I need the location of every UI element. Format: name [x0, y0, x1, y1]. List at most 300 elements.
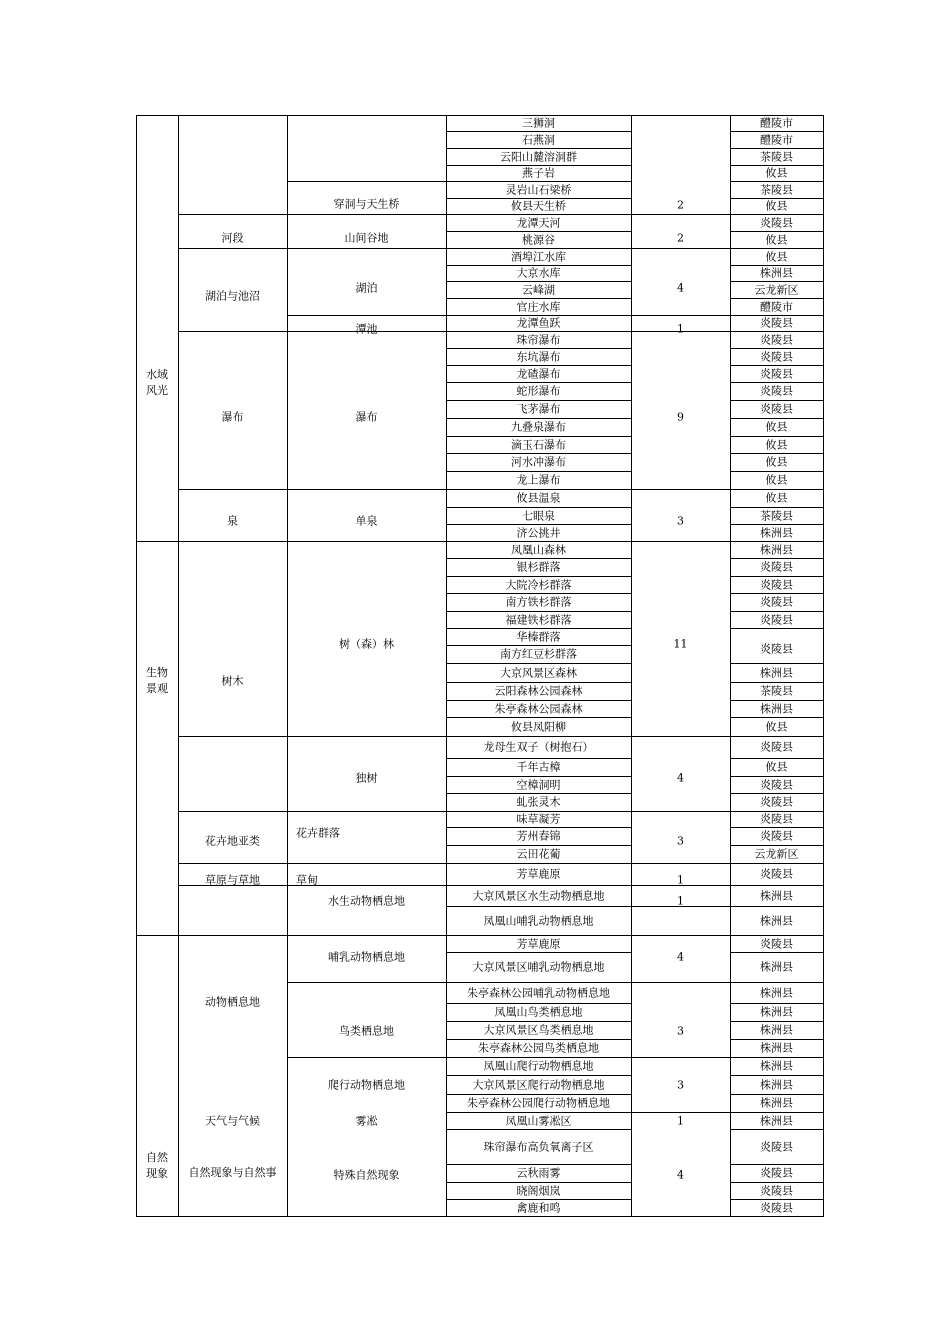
row-divider: [178, 811, 288, 812]
row-divider: [631, 811, 731, 812]
row-divider: [287, 541, 447, 542]
main-type-natural-phenomena: 自然现象: [146, 1151, 168, 1180]
basic-type-cell: 单泉: [355, 514, 378, 528]
name-cell: 云阳山麓溶洞群: [500, 150, 577, 163]
row-divider: [446, 298, 632, 299]
location-cell: 茶陵县: [760, 183, 793, 196]
name-cell: 云阳森林公园森林: [494, 684, 583, 698]
name-cell: 朱亭森林公园哺乳动物栖息地: [467, 986, 610, 999]
row-divider: [136, 115, 824, 116]
row-divider: [730, 471, 824, 472]
row-divider: [178, 736, 288, 737]
name-cell: 千年古樟: [516, 760, 561, 774]
basic-type-cell: 哺乳动物栖息地: [328, 950, 405, 964]
location-cell: 炎陵县: [760, 216, 793, 229]
location-cell: 炎陵县: [760, 384, 793, 398]
row-divider: [730, 436, 824, 437]
location-cell: 株洲县: [760, 543, 793, 556]
row-divider: [730, 827, 824, 828]
name-cell: 攸县天生桥: [511, 199, 566, 213]
row-divider: [446, 400, 632, 401]
basic-type-cell: 花卉群落: [296, 826, 340, 840]
row-divider: [287, 863, 447, 864]
row-divider: [446, 131, 632, 132]
location-cell: 茶陵县: [760, 509, 793, 522]
row-divider: [178, 214, 288, 215]
row-divider: [446, 231, 632, 232]
row-divider: [446, 793, 632, 794]
row-divider: [446, 682, 632, 683]
row-divider: [631, 248, 731, 249]
row-divider: [446, 365, 632, 366]
location-cell: 株洲县: [760, 526, 793, 539]
row-divider: [287, 1057, 447, 1058]
row-divider: [730, 576, 824, 577]
location-cell: 攸县: [765, 455, 788, 469]
row-divider: [446, 663, 632, 664]
name-cell: 七眼泉: [522, 509, 555, 522]
name-cell: 珠帘瀑布高负氧离子区: [483, 1140, 594, 1153]
row-divider: [631, 315, 731, 316]
row-divider: [730, 700, 824, 701]
location-cell: 攸县: [765, 720, 788, 733]
subtype-cell: 花卉地亚类: [205, 834, 260, 848]
row-divider: [446, 1129, 632, 1130]
row-divider: [730, 758, 824, 759]
location-cell: 株洲县: [760, 1005, 793, 1019]
row-divider: [446, 248, 632, 249]
main-type-water: 水域风光: [146, 368, 168, 397]
row-divider: [446, 1003, 632, 1004]
row-divider: [631, 982, 731, 983]
row-divider: [631, 1112, 731, 1113]
location-cell: 炎陵县: [760, 316, 793, 330]
row-divider: [446, 935, 632, 936]
row-divider: [287, 315, 447, 316]
count-cell: 3: [677, 1024, 684, 1038]
row-divider: [446, 628, 632, 629]
column-divider: [136, 115, 137, 1217]
row-divider: [178, 863, 288, 864]
row-divider: [730, 231, 824, 232]
name-cell: 大京水库: [516, 266, 561, 280]
count-cell: 4: [677, 950, 684, 964]
basic-type-cell: 树（森）林: [339, 637, 394, 651]
name-cell: 燕子岩: [522, 166, 555, 180]
row-divider: [446, 827, 632, 828]
row-divider: [730, 541, 824, 542]
row-divider: [446, 736, 632, 737]
row-divider: [730, 1129, 824, 1130]
row-divider: [446, 214, 632, 215]
column-divider: [287, 115, 288, 1217]
location-cell: 茶陵县: [760, 150, 793, 163]
row-divider: [730, 382, 824, 383]
row-divider: [730, 507, 824, 508]
name-cell: 南方红豆杉群落: [500, 647, 577, 661]
location-cell: 醴陵市: [760, 133, 793, 146]
location-cell: 醴陵市: [760, 300, 793, 313]
name-cell: 龙潭天河: [516, 216, 561, 229]
row-divider: [631, 736, 731, 737]
row-divider: [287, 811, 447, 812]
basic-type-cell: 草甸: [296, 873, 318, 887]
count-cell: 3: [677, 834, 684, 848]
row-divider: [446, 758, 632, 759]
row-divider: [446, 593, 632, 594]
name-cell: 大京风景区鸟类栖息地: [483, 1023, 594, 1037]
row-divider: [730, 628, 824, 629]
row-divider: [287, 214, 447, 215]
location-cell: 炎陵县: [760, 613, 793, 626]
name-cell: 朱亭森林公园爬行动物栖息地: [467, 1096, 610, 1110]
location-cell: 攸县: [765, 491, 788, 505]
location-cell: 攸县: [765, 166, 788, 180]
name-cell: 珠帘瀑布: [516, 333, 561, 346]
name-cell: 空樟洞明: [516, 778, 561, 791]
row-divider: [446, 1094, 632, 1095]
row-divider: [631, 489, 731, 490]
location-cell: 株洲县: [760, 702, 793, 715]
row-divider: [730, 524, 824, 525]
name-cell: 大京风景区森林: [500, 666, 577, 679]
name-cell: 晓阁烟岚: [516, 1184, 561, 1197]
row-divider: [730, 736, 824, 737]
location-cell: 炎陵县: [760, 829, 793, 843]
row-divider: [730, 558, 824, 559]
location-cell: 炎陵县: [760, 1184, 793, 1197]
row-divider: [730, 418, 824, 419]
location-cell: 攸县: [765, 438, 788, 451]
row-divider: [730, 611, 824, 612]
row-divider: [730, 1182, 824, 1183]
location-cell: 炎陵县: [760, 595, 793, 609]
location-cell: 炎陵县: [760, 367, 793, 380]
count-cell: 11: [673, 637, 688, 651]
row-divider: [446, 507, 632, 508]
row-divider: [730, 863, 824, 864]
row-divider: [730, 952, 824, 953]
row-divider: [446, 982, 632, 983]
row-divider: [730, 181, 824, 182]
count-cell: 2: [677, 198, 684, 212]
location-cell: 云龙新区: [754, 847, 799, 861]
name-cell: 酒埠江水库: [511, 250, 566, 263]
subtype-cell: 河段: [221, 231, 244, 245]
row-divider: [730, 348, 824, 349]
basic-type-cell: 独树: [355, 771, 378, 785]
row-divider: [446, 1182, 632, 1183]
row-divider: [446, 845, 632, 846]
name-cell: 大京风景区爬行动物栖息地: [472, 1078, 605, 1091]
basic-type-cell: 水生动物栖息地: [328, 894, 405, 908]
name-cell: 大京风景区水生动物栖息地: [472, 889, 605, 902]
name-cell: 九叠泉瀑布: [511, 420, 566, 434]
subtype-cell: 湖泊与池沼: [205, 289, 260, 303]
subtype-cell: 动物栖息地: [205, 995, 260, 1009]
name-cell: 凤凰山鸟类栖息地: [494, 1005, 583, 1019]
row-divider: [446, 348, 632, 349]
location-cell: 炎陵县: [760, 778, 793, 791]
name-cell: 银杉群落: [516, 560, 561, 574]
location-cell: 炎陵县: [760, 937, 793, 950]
name-cell: 三狮洞: [522, 116, 555, 130]
name-cell: 芳州春锦: [516, 829, 561, 843]
row-divider: [446, 1021, 632, 1022]
row-divider: [730, 365, 824, 366]
row-divider: [730, 148, 824, 149]
name-cell: 凤凰山森林: [511, 543, 566, 556]
row-divider: [730, 331, 824, 332]
row-divider: [446, 281, 632, 282]
row-divider: [730, 298, 824, 299]
location-cell: 株洲县: [760, 1023, 793, 1037]
location-cell: 炎陵县: [760, 402, 793, 416]
row-divider: [631, 863, 731, 864]
row-divider: [446, 524, 632, 525]
location-cell: 株洲县: [760, 1041, 793, 1055]
row-divider: [730, 593, 824, 594]
name-cell: 飞茅瀑布: [516, 402, 561, 416]
row-divider: [178, 935, 288, 936]
row-divider: [730, 489, 824, 490]
name-cell: 蛇形瀑布: [516, 384, 561, 398]
subtype-cell: 草原与草地: [205, 873, 260, 887]
location-cell: 炎陵县: [760, 795, 793, 809]
row-divider: [287, 181, 447, 182]
row-divider: [446, 331, 632, 332]
location-cell: 攸县: [765, 473, 788, 487]
row-divider: [446, 863, 632, 864]
row-divider: [446, 1199, 632, 1200]
subtype-cell: 树木: [221, 674, 244, 688]
name-cell: 龙上瀑布: [516, 473, 561, 487]
name-cell: 芳草鹿原: [516, 937, 561, 950]
name-cell: 河水冲瀑布: [511, 455, 566, 469]
row-divider: [631, 935, 731, 936]
count-cell: 1: [677, 1114, 684, 1128]
name-cell: 大院冷杉群落: [505, 578, 572, 591]
row-divider: [730, 1075, 824, 1076]
row-divider: [730, 793, 824, 794]
basic-type-cell: 瀑布: [355, 410, 378, 424]
basic-type-cell: 潭池: [355, 322, 378, 336]
main-type-biology: 生物景观: [146, 666, 168, 695]
row-divider: [446, 717, 632, 718]
location-cell: 攸县: [765, 233, 788, 246]
location-cell: 株洲县: [760, 666, 793, 679]
name-cell: 大京风景区哺乳动物栖息地: [472, 960, 605, 974]
row-divider: [730, 935, 824, 936]
row-divider: [446, 776, 632, 777]
row-divider: [446, 558, 632, 559]
name-cell: 龙碴瀑布: [516, 367, 561, 380]
row-divider: [287, 935, 447, 936]
row-divider: [730, 663, 824, 664]
column-divider: [178, 115, 179, 1217]
row-divider: [178, 331, 288, 332]
row-divider: [287, 736, 447, 737]
location-cell: 炎陵县: [760, 1140, 793, 1153]
name-cell: 福建铁杉群落: [505, 613, 572, 626]
name-cell: 华榛群落: [516, 630, 561, 643]
row-divider: [136, 935, 179, 936]
row-divider: [730, 1039, 824, 1040]
name-cell: 芳草鹿原: [516, 867, 561, 881]
row-divider: [178, 489, 288, 490]
name-cell: 灵岩山石梁桥: [505, 183, 572, 196]
location-cell: 攸县: [765, 420, 788, 434]
location-cell: 株洲县: [760, 1078, 793, 1091]
row-divider: [631, 214, 731, 215]
subtype-cell: 泉: [227, 514, 238, 528]
name-cell: 桃源谷: [522, 233, 555, 246]
row-divider: [287, 489, 447, 490]
name-cell: 禽鹿和鸣: [516, 1201, 561, 1214]
row-divider: [446, 952, 632, 953]
row-divider: [730, 1057, 824, 1058]
name-cell: 虬张灵木: [516, 795, 561, 809]
location-cell: 炎陵县: [760, 1166, 793, 1180]
row-divider: [730, 248, 824, 249]
location-cell: 攸县: [765, 199, 788, 213]
row-divider: [730, 214, 824, 215]
count-cell: 9: [677, 410, 684, 424]
location-cell: 株洲县: [760, 889, 793, 902]
name-cell: 凤凰山哺乳动物栖息地: [483, 914, 594, 927]
count-cell: 1: [677, 322, 684, 336]
row-divider: [730, 281, 824, 282]
row-divider: [446, 489, 632, 490]
basic-type-cell: 特殊自然现象: [333, 1168, 400, 1182]
location-cell: 炎陵县: [760, 812, 793, 826]
row-divider: [730, 400, 824, 401]
name-cell: 云峰湖: [522, 283, 555, 296]
location-cell: 茶陵县: [760, 684, 793, 698]
name-cell: 龙母生双子（树抱石）: [483, 740, 594, 754]
row-divider: [730, 453, 824, 454]
count-cell: 1: [677, 873, 684, 887]
row-divider: [631, 541, 731, 542]
name-cell: 云秋雨雾: [516, 1166, 561, 1180]
location-cell: 炎陵县: [760, 333, 793, 346]
row-divider: [446, 436, 632, 437]
row-divider: [730, 1003, 824, 1004]
location-cell: 株洲县: [760, 266, 793, 280]
location-cell: 云龙新区: [754, 283, 799, 296]
row-divider: [730, 906, 824, 907]
row-divider: [136, 1216, 824, 1217]
location-cell: 醴陵市: [760, 116, 793, 130]
count-cell: 3: [677, 1078, 684, 1092]
location-cell: 攸县: [765, 760, 788, 774]
row-divider: [631, 1057, 731, 1058]
basic-type-cell: 湖泊: [355, 281, 378, 295]
row-divider: [446, 1057, 632, 1058]
count-cell: 1: [677, 894, 684, 908]
name-cell: 东坑瀑布: [516, 350, 561, 363]
location-cell: 株洲县: [760, 1096, 793, 1110]
name-cell: 味草凝芳: [516, 812, 561, 826]
row-divider: [446, 885, 632, 886]
row-divider: [730, 1164, 824, 1165]
row-divider: [730, 1199, 824, 1200]
count-cell: 4: [677, 281, 684, 295]
row-divider: [136, 541, 179, 542]
location-cell: 炎陵县: [760, 560, 793, 574]
location-cell: 株洲县: [760, 914, 793, 927]
name-cell: 滴玉石瀑布: [511, 438, 566, 451]
row-divider: [287, 248, 447, 249]
row-divider: [446, 645, 632, 646]
location-cell: 炎陵县: [760, 867, 793, 881]
count-cell: 4: [677, 771, 684, 785]
row-divider: [446, 1039, 632, 1040]
row-divider: [730, 776, 824, 777]
subtype-cell: 自然现象与自然事: [188, 1166, 277, 1179]
row-divider: [446, 1112, 632, 1113]
row-divider: [446, 906, 632, 907]
row-divider: [446, 1075, 632, 1076]
basic-type-cell: 穿洞与天生桥: [333, 197, 400, 211]
basic-type-cell: 雾凇: [355, 1114, 378, 1128]
location-cell-merged: 炎陵县: [760, 642, 793, 656]
row-divider: [730, 982, 824, 983]
row-divider: [730, 682, 824, 683]
location-cell: 株洲县: [760, 986, 793, 999]
name-cell: 云田花葡: [516, 847, 561, 861]
location-cell: 炎陵县: [760, 740, 793, 754]
location-cell: 株洲县: [760, 1114, 793, 1127]
name-cell: 济公挑井: [516, 526, 561, 539]
row-divider: [730, 845, 824, 846]
row-divider: [446, 611, 632, 612]
location-cell: 炎陵县: [760, 1201, 793, 1214]
row-divider: [730, 1094, 824, 1095]
row-divider: [178, 541, 288, 542]
row-divider: [446, 1164, 632, 1165]
location-cell: 炎陵县: [760, 350, 793, 363]
location-cell: 株洲县: [760, 960, 793, 974]
location-cell: 株洲县: [760, 1059, 793, 1073]
row-divider: [446, 148, 632, 149]
basic-type-cell: 爬行动物栖息地: [328, 1078, 405, 1092]
count-cell: 3: [677, 514, 684, 528]
row-divider: [446, 471, 632, 472]
row-divider: [730, 885, 824, 886]
row-divider: [446, 382, 632, 383]
name-cell: 朱亭森林公园森林: [494, 702, 583, 715]
name-cell: 官庄水库: [516, 300, 561, 313]
name-cell: 攸县温泉: [516, 491, 561, 505]
row-divider: [287, 982, 447, 983]
row-divider: [446, 453, 632, 454]
subtype-cell: 天气与气候: [205, 1114, 260, 1128]
location-cell: 攸县: [765, 250, 788, 263]
row-divider: [730, 717, 824, 718]
name-cell: 龙潭鱼跃: [516, 316, 561, 330]
basic-type-cell: 山间谷地: [344, 231, 389, 245]
count-cell: 4: [677, 1168, 684, 1182]
subtype-cell: 瀑布: [221, 410, 244, 424]
row-divider: [730, 131, 824, 132]
row-divider: [446, 576, 632, 577]
location-cell: 炎陵县: [760, 578, 793, 591]
name-cell: 攸县凤阳柳: [511, 720, 566, 733]
row-divider: [730, 1112, 824, 1113]
name-cell: 南方铁杉群落: [505, 595, 572, 609]
row-divider: [178, 248, 288, 249]
